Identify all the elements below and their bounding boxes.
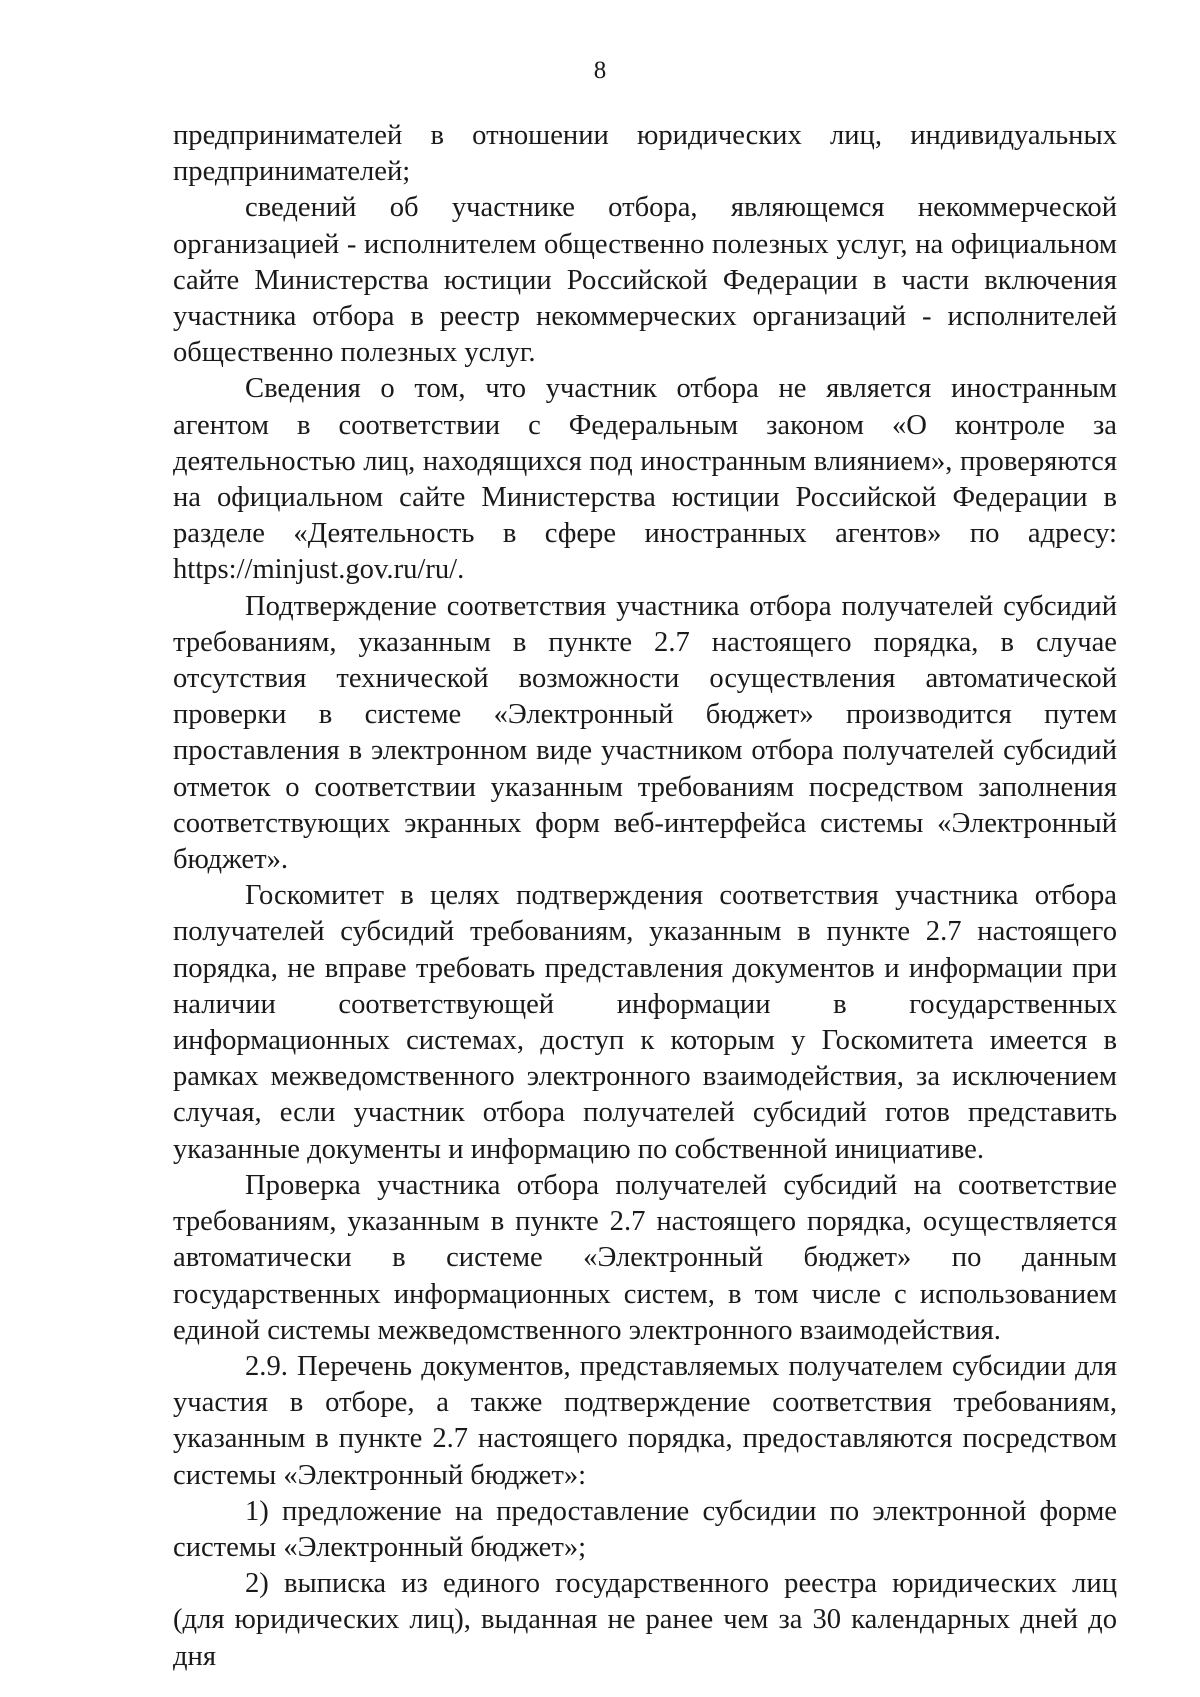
paragraph-3: Сведения о том, что участник отбора не является иностранным агентом в соответствии с Федеральным законом «О контроле за деятельностью лиц, находящихся под иностранным влиянием», проверяются на официальном сайте Министерства юстиции Российской Федерации в разделе «Деятельность в сфере иностранных агентов» по адресу: https://minjust.gov.ru/ru/. [173, 373, 1117, 586]
paragraph-4: Подтверждение соответствия участника отбора получателей субсидий требованиям, указанным в пункте 2.7 настоящего порядка, в случае отсутствия технической возможности осуществления автоматической проверки в системе «Электронный бюджет» производится путем проставления в электронном виде участником отбора получателей субсидий отметок о соответствии указанным требованиям посредством заполнения соответствующих экранных форм веб-интерфейса системы «Электронный бюджет». [173, 590, 1117, 876]
page-number: 8 [593, 57, 607, 84]
paragraph-7: 2.9. Перечень документов, представляемых получателем субсидии для участия в отборе, а также подтверждение соответствия требованиям, указанным в пункте 2.7 настоящего порядка, предоставляются посредством системы «Электронный бюджет»: [173, 1350, 1117, 1491]
paragraph-1: предпринимателей в отношении юридических лиц, индивидуальных предпринимателей; [173, 120, 1117, 188]
paragraph-2: сведений об участнике отбора, являющемся некоммерческой организацией - исполнителем общественно полезных услуг, на официальном сайте Министерства юстиции Российской Федерации в части включения участника отбора в реестр некоммерческих организаций - исполнителей общественно полезных услуг. [173, 192, 1117, 369]
paragraph-6: Проверка участника отбора получателей субсидий на соответствие требованиям, указанным в пункте 2.7 настоящего порядка, осуществляется автоматически в системе «Электронный бюджет» по данным государственных информационных систем, в том числе с использованием единой системы межведомственного электронного взаимодействия. [173, 1169, 1117, 1346]
paragraph-8: 1) предложение на предоставление субсидии по электронной форме системы «Электронный бюджет»; [173, 1495, 1117, 1563]
paragraph-5: Госкомитет в целях подтверждения соответствия участника отбора получателей субсидий требованиям, указанным в пункте 2.7 настоящего порядка, не вправе требовать представления документов и информации при наличии соответствующей информации в государственных информационных системах, доступ к которым у Госкомитета имеется в рамках межведомственного электронного взаимодействия, за исключением случая, если участник отбора получателей субсидий готов представить указанные документы и информацию по собственной инициативе. [173, 880, 1117, 1165]
paragraph-9: 2) выписка из единого государственного реестра юридических лиц (для юридических лиц), выданная не ранее чем за 30 календарных дней до дня [173, 1568, 1117, 1672]
document-body [173, 118, 1117, 1675]
